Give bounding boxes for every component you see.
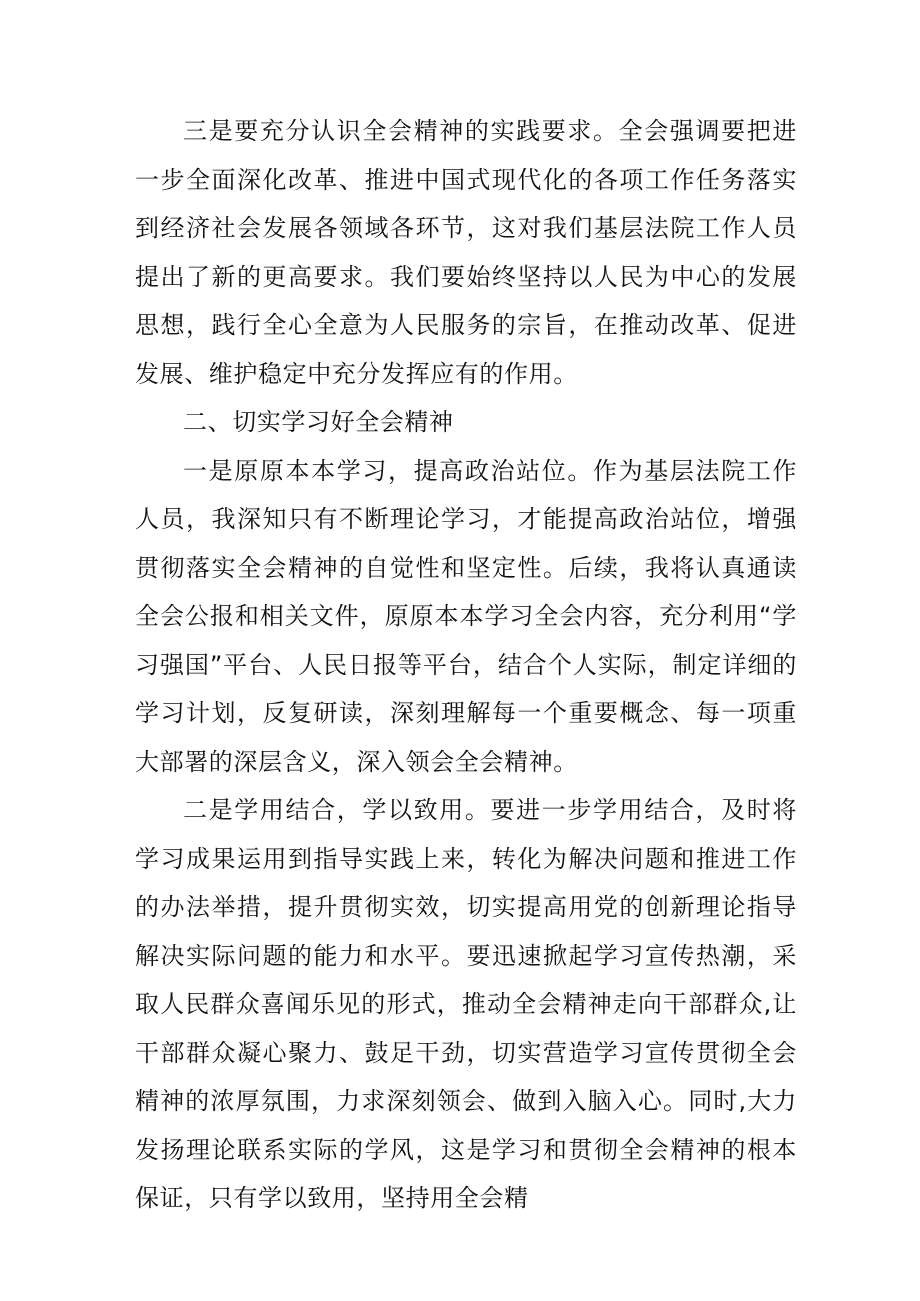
paragraph-study-original: 一是原原本本学习，提高政治站位。作为基层法院工作人员，我深知只有不断理论学习，才能提高政治站位，增强贯彻落实全会精神的自觉性和坚定性。后续，我将认真通读全会公报和相关文件，原原本本学习全会内容，充分利用“学习强国”平台、人民日报等平台，结合个人实际，制定详细的学习计划，反复研读，深刻理解每一个重要概念、每一项重大部署的深层含义，深入领会全会精神。 [135, 456, 797, 776]
paragraph-apply-learning: 二是学用结合，学以致用。要进一步学用结合，及时将学习成果运用到指导实践上来，转化为解决问题和推进工作的办法举措，提升贯彻实效，切实提高用党的创新理论指导解决实际问题的能力和水平。要迅速掀起学习宣传热潮，采取人民群众喜闻乐见的形式，推动全会精神走向干部群众,让干部群众凝心聚力、鼓足干劲，切实营造学习宣传贯彻全会精神的浓厚氛围，力求深刻领会、做到入脑入心。同时,大力发扬理论联系实际的学风，这是学习和贯彻全会精神的根本保证，只有学以致用，坚持用全会精 [135, 796, 797, 1212]
section-heading: 二、切实学习好全会精神 [183, 408, 454, 436]
document-body [135, 107, 797, 1223]
paragraph-practice-requirements: 三是要充分认识全会精神的实践要求。全会强调要把进一步全面深化改革、推进中国式现代化的各项工作任务落实到经济社会发展各领域各环节，这对我们基层法院工作人员提出了新的更高要求。我们要始终坚持以人民为中心的发展思想，践行全心全意为人民服务的宗旨，在推动改革、促进发展、维护稳定中充分发挥应有的作用。 [135, 117, 797, 388]
